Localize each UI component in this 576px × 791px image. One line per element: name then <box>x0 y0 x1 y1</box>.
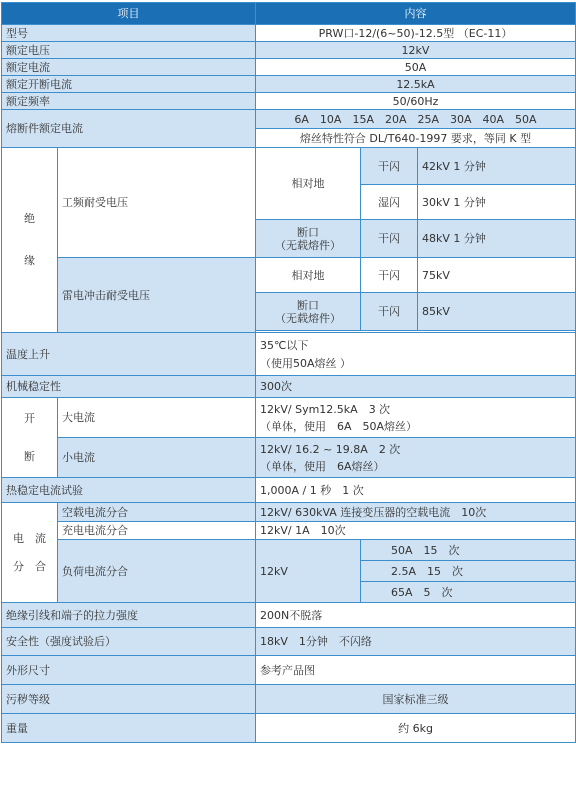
load-current-item: 50A 15 次 <box>361 540 576 561</box>
row-load-current-1 <box>2 540 576 561</box>
dimensions-label: 外形尺寸 <box>2 656 256 685</box>
row-rated-current <box>2 59 576 76</box>
power-freq-break-value: 48kV 1 分钟 <box>418 220 576 258</box>
lightning-break: 断口 （无载熔件） <box>256 293 361 331</box>
large-current-label: 大电流 <box>58 398 256 438</box>
charging-current-value: 12kV/ 1A 10次 <box>256 522 576 540</box>
rated-frequency-value: 50/60Hz <box>256 93 576 110</box>
lightning-label: 雷电冲击耐受电压 <box>58 258 256 333</box>
rated-current-label: 额定电流 <box>2 59 256 76</box>
model-label: 型号 <box>2 25 256 42</box>
thermal-stability-value: 1,000A / 1 秒 1 次 <box>256 478 576 503</box>
row-insulation-pf-dry <box>2 148 576 185</box>
lightning-ground-value: 75kV <box>418 258 576 293</box>
power-freq-to-ground: 相对地 <box>256 148 361 220</box>
fuse-rated-current-note: 熔丝特性符合 DL/T640-1997 要求，等同 K 型 <box>256 129 576 148</box>
rated-frequency-label: 额定频率 <box>2 93 256 110</box>
large-current-value: 12kV/ Sym12.5kA 3 次 （单体，使用 6A 50A熔丝） <box>256 398 576 438</box>
weight-value: 约 6kg <box>256 714 576 743</box>
row-weight <box>2 714 576 743</box>
lightning-break-dry: 干闪 <box>361 293 418 331</box>
current-splitting-label: 电 流 分 合 <box>2 503 58 603</box>
row-breaking-small <box>2 438 576 478</box>
row-rated-frequency <box>2 93 576 110</box>
row-mechanical-stability <box>2 376 576 398</box>
thermal-stability-label: 热稳定电流试验 <box>2 478 256 503</box>
safety-label: 安全性（强度试验后） <box>2 628 256 656</box>
no-load-current-value: 12kV/ 630kVA 连接变压器的空载电流 10次 <box>256 503 576 522</box>
power-freq-break: 断口 （无载熔件） <box>256 220 361 258</box>
power-freq-break-dry: 干闪 <box>361 220 418 258</box>
safety-value: 18kV 1分钟 不闪络 <box>256 628 576 656</box>
mechanical-stability-label: 机械稳定性 <box>2 376 256 398</box>
row-no-load-current <box>2 503 576 522</box>
insulation-label: 绝 缘 <box>2 148 58 333</box>
power-freq-dry-value: 42kV 1 分钟 <box>418 148 576 185</box>
mechanical-stability-value: 300次 <box>256 376 576 398</box>
fuse-rated-current-label: 熔断件额定电流 <box>2 110 256 148</box>
pollution-level-value: 国家标准三级 <box>256 685 576 714</box>
row-dimensions <box>2 656 576 685</box>
rated-breaking-current-label: 额定开断电流 <box>2 76 256 93</box>
model-value: PRW口-12/(6~50)-12.5型 （EC-11） <box>256 25 576 42</box>
load-current-item: 65A 5 次 <box>361 582 576 603</box>
row-charging-current <box>2 522 576 540</box>
breaking-label: 开 断 <box>2 398 58 478</box>
pollution-level-label: 污秽等级 <box>2 685 256 714</box>
header-item: 项目 <box>2 3 256 25</box>
lightning-to-ground: 相对地 <box>256 258 361 293</box>
row-insulation-li-ground <box>2 258 576 293</box>
no-load-current-label: 空载电流分合 <box>58 503 256 522</box>
power-freq-dry: 干闪 <box>361 148 418 185</box>
weight-label: 重量 <box>2 714 256 743</box>
fuse-rated-current-values: 6A 10A 15A 20A 25A 30A 40A 50A <box>256 110 576 129</box>
rated-breaking-current-value: 12.5kA <box>256 76 576 93</box>
row-thermal-stability <box>2 478 576 503</box>
rated-voltage-value: 12kV <box>256 42 576 59</box>
load-current-label: 负荷电流分合 <box>58 540 256 603</box>
row-safety <box>2 628 576 656</box>
load-current-item: 2.5A 15 次 <box>361 561 576 582</box>
header-content: 内容 <box>256 3 576 25</box>
rated-current-value: 50A <box>256 59 576 76</box>
row-temperature-rise <box>2 333 576 376</box>
row-pollution-level <box>2 685 576 714</box>
row-fuse-rated-current <box>2 110 576 129</box>
small-current-label: 小电流 <box>58 438 256 478</box>
charging-current-label: 充电电流分合 <box>58 522 256 540</box>
lightning-break-value: 85kV <box>418 293 576 331</box>
row-model <box>2 25 576 42</box>
row-breaking-large <box>2 398 576 438</box>
power-freq-wet-value: 30kV 1 分钟 <box>418 185 576 220</box>
power-freq-wet: 湿闪 <box>361 185 418 220</box>
temperature-rise-value: 35℃以下 （使用50A熔丝 ） <box>256 333 576 376</box>
spec-table <box>1 2 576 743</box>
pull-strength-label: 绝缘引线和端子的拉力强度 <box>2 603 256 628</box>
rated-voltage-label: 额定电压 <box>2 42 256 59</box>
row-pull-strength <box>2 603 576 628</box>
row-rated-breaking-current <box>2 76 576 93</box>
table-header <box>2 3 576 25</box>
row-rated-voltage <box>2 42 576 59</box>
temperature-rise-label: 温度上升 <box>2 333 256 376</box>
power-freq-label: 工频耐受电压 <box>58 148 256 258</box>
load-current-voltage: 12kV <box>256 540 361 603</box>
lightning-ground-dry: 干闪 <box>361 258 418 293</box>
pull-strength-value: 200N不脱落 <box>256 603 576 628</box>
small-current-value: 12kV/ 16.2 ~ 19.8A 2 次 （单体，使用 6A熔丝） <box>256 438 576 478</box>
dimensions-value: 参考产品图 <box>256 656 576 685</box>
